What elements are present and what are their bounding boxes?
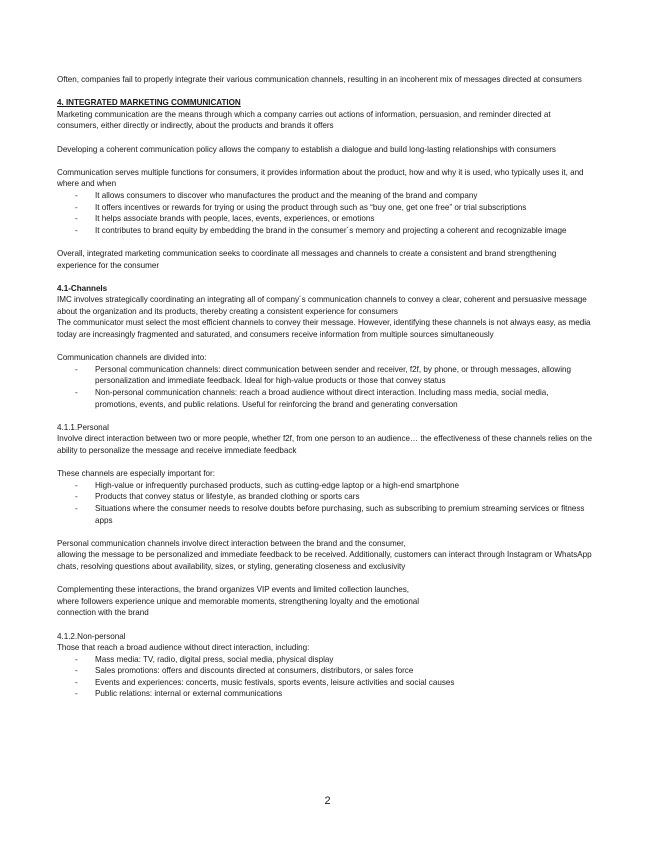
list-item: - Personal communication channels: direct communication between sender and receiver, f2f, by phone, or through messages, allowing personalization and immediate feedback. Ideal for high-value products or those that convey status [57,364,593,387]
section-4-1-2-paragraph-1: Those that reach a broad audience without direct interaction, including: [57,643,310,653]
section-4-1-1-paragraph-2: These channels are especially important for: [57,469,215,479]
section-4-paragraph-4: Overall, integrated marketing communication seeks to coordinate all messages and channels to create a consistent and brand strengthening experience for the consumer [57,248,557,270]
list-item: - Mass media: TV, radio, digital press, social media, physical display [57,654,593,666]
section-4-1-1-paragraph-4-line-1: Complementing these interactions, the brand organizes VIP events and limited collection launches, [57,585,409,595]
list-item: - High-value or infrequently purchased products, such as cutting-edge laptop or a high-end smartphone [57,480,593,492]
list-item: - Events and experiences: concerts, music festivals, sports events, leisure activities and social causes [57,677,593,689]
section-4-1-1-heading: 4.1.1.Personal [57,422,109,432]
section-4-paragraph-1: Marketing communication are the means through which a company carries out actions of information, persuasion, and reminder directed at consumers, either directly or indirectly, about the products and brands it offers [57,109,551,131]
personal-channels-list [57,480,593,526]
section-4-1-heading: 4.1-Channels [57,283,108,293]
page-number: 2 [324,795,331,807]
section-4-1-1-paragraph-4-line-2: where followers experience unique and memorable moments, strengthening loyalty and the emotional [57,596,420,606]
channel-types-list [57,364,593,410]
section-4-paragraph-3: Communication serves multiple functions for consumers, it provides information about the product, how and why it is used, who typically uses it, and where and when [57,167,584,189]
list-item: - It helps associate brands with people, laces, events, experiences, or emotions [57,213,593,225]
section-4-functions-list [57,190,593,236]
non-personal-channels-list [57,654,593,700]
section-4-1-1-paragraph-3-line-1: Personal communication channels involve direct interaction between the brand and the consumer, [57,538,406,548]
list-item: - It contributes to brand equity by embedding the brand in the consumer´s memory and projecting a coherent and recognizable image [57,225,593,237]
section-4-heading: 4. INTEGRATED MARKETING COMMUNICATION [57,98,241,108]
intro-paragraph: Often, companies fail to properly integrate their various communication channels, resulting in an incoherent mix of messages directed at consumers [57,75,582,84]
section-4-1-1-paragraph-1: Involve direct interaction between two or more people, whether f2f, from one person to an audience… the effectiveness of these channels relies on the ability to personalize the message and receive immediate feedback [57,434,592,455]
section-4-1-1-paragraph-4-line-3: connection with the brand [57,608,149,618]
section-4-1-1-paragraph-3-rest: allowing the message to be personalized and immediate feedback to be received. Additionally, customers can interact through Instagram or WhatsApp chats, resolving questions about availability, sizes, or styling, generating closeness and exclusivity [57,550,592,571]
list-item: - Public relations: internal or external communications [57,688,593,700]
section-4-1-paragraph-2: The communicator must select the most efficient channels to convey their message. However, identifying these channels is not always easy, as media today are increasingly fragmented and saturated, and consumers receive information from multiple sources simultaneously [57,318,591,340]
list-item: - Products that convey status or lifestyle, as branded clothing or sports cars [57,491,593,503]
list-item: - Situations where the consumer needs to resolve doubts before purchasing, such as subscribing to premium streaming services or fitness apps [57,503,593,526]
section-4-1-paragraph-3: Communication channels are divided into: [57,353,207,363]
section-4-paragraph-2: Developing a coherent communication policy allows the company to establish a dialogue and build long-lasting relationships with consumers [57,144,556,154]
section-4-1-paragraph-1: IMC involves strategically coordinating an integrating all of company´s communication channels to convey a clear, coherent and persuasive message about the organization and its products, thereby creating a consistent experience for consumers [57,295,587,316]
list-item: - Sales promotions: offers and discounts directed at consumers, distributors, or sales force [57,665,593,677]
list-item: - It allows consumers to discover who manufactures the product and the meaning of the brand and company [57,190,593,202]
list-item: - Non-personal communication channels: reach a broad audience without direct interaction. Including mass media, social media, promotions, events, and public relations. Useful for reinforcing the brand and generating conversation [57,387,593,410]
section-4-1-2-heading: 4.1.2.Non-personal [57,631,126,641]
list-item: - It offers incentives or rewards for trying or using the product through such as “buy one, get one free” or trial subscriptions [57,202,593,214]
